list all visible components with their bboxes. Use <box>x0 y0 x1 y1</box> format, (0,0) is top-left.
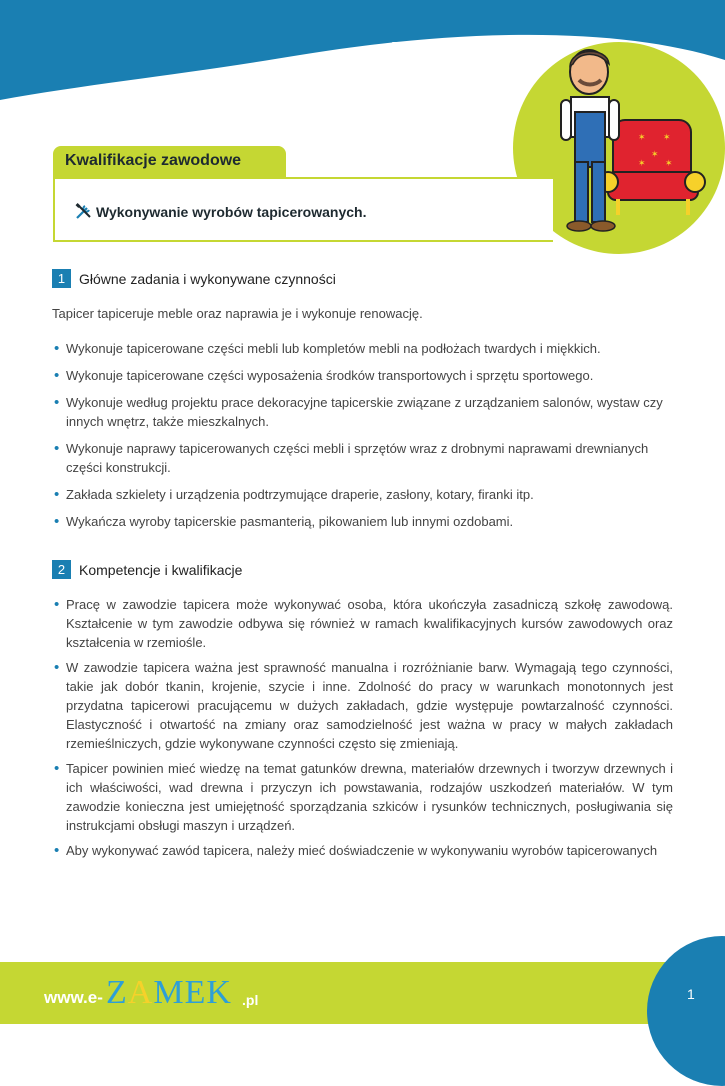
list-item: • Wykonuje tapicerowane części mebli lub kompletów mebli na podłożach twardych i miękkich. <box>52 339 673 358</box>
qualification-text: Wykonywanie wyrobów tapicerowanych. <box>96 204 367 220</box>
site-logo[interactable] <box>106 974 232 1012</box>
list-item: • Pracę w zawodzie tapicera może wykonywać osoba, która ukończyła zasadniczą szkołę zawodową. Kształcenie w tym zawodzie odbywa się również w ramach kwalifikacyjnych kursów zawodowych oraz kształcenia w rzemiośle. <box>52 595 673 652</box>
list-item: • Wykonuje według projektu prace dekoracyjne tapicerskie związane z urządzaniem salonów, wystaw czy innych wnętrz, także mieszkalnych. <box>52 393 673 431</box>
list-item: • W zawodzie tapicera ważna jest sprawność manualna i rozróżnianie barw. Wymagają tego czynności, takie jak dobór tkanin, krojenie, szycie i inne. Zdolność do pracy w warunkach monotonnych jest przydatna tapicerowi pracującemu w dużych zakładach, gdzie występuje powtarzalność czynności. Elastyczność i otwartość na zmiany oraz samodzielność jest ważna w pracy w małych zakładach rzemieślniczych, gdzie wykonywane czynności często się zmieniają. <box>52 658 673 753</box>
list-item: • Wykonuje naprawy tapicerowanych części mebli i sprzętów wraz z drobnymi naprawami drewnianych części konstrukcji. <box>52 439 673 477</box>
qualifications-tab <box>53 146 286 178</box>
qualifications-heading: Kwalifikacje zawodowe <box>65 152 242 169</box>
site-suffix: .pl <box>242 992 259 1008</box>
section-1-intro: Tapicer tapiceruje meble oraz naprawia je i wykonuje renowację. <box>52 306 423 321</box>
page-number: 1 <box>687 986 695 1002</box>
section-1-title: Główne zadania i wykonywane czynności <box>79 270 336 287</box>
section-2-number: 2 <box>52 560 71 579</box>
section-2-heading <box>52 560 242 579</box>
list-item: • Tapicer powinien mieć wiedzę na temat gatunków drewna, materiałów drzewnych i tworzyw drzewnych i ich właściwości, wad drewna i przyczyn ich powstawania, rodzajów uszkodzeń materiałów. W tym zawodzie konieczna jest umiejętność sporządzania szkiców i rysunków technicznych, posługiwania się instrukcjami obsługi maszyn i urządzeń. <box>52 759 673 835</box>
qualifications-box <box>53 177 553 242</box>
svg-text:✶: ✶ <box>638 132 646 142</box>
section-2-list <box>52 595 673 866</box>
tools-icon <box>75 203 92 220</box>
footer-page-circle <box>647 936 725 1086</box>
svg-text:✶: ✶ <box>638 158 646 168</box>
list-item: • Wykańcza wyroby tapicerskie pasmanterią, pikowaniem lub innymi ozdobami. <box>52 512 673 531</box>
svg-text:✶: ✶ <box>663 132 671 142</box>
section-1-heading <box>52 269 336 288</box>
list-item: • Wykonuje tapicerowane części wyposażenia środków transportowych i sprzętu sportowego. <box>52 366 673 385</box>
logo-part-mek: MEK <box>153 974 232 1011</box>
section-1-number: 1 <box>52 269 71 288</box>
section-2-title: Kompetencje i kwalifikacje <box>79 561 243 578</box>
logo-bulb-icon: A <box>127 974 154 1011</box>
svg-text:✶: ✶ <box>665 158 673 168</box>
svg-text:✶: ✶ <box>651 149 659 159</box>
logo-part-z: Z <box>106 974 128 1011</box>
list-item: • Aby wykonywać zawód tapicera, należy mieć doświadczenie w wykonywaniu wyrobów tapicerowanych <box>52 841 673 860</box>
list-item: • Zakłada szkielety i urządzenia podtrzymujące draperie, zasłony, kotary, firanki itp. <box>52 485 673 504</box>
section-1-list <box>52 339 673 539</box>
site-prefix: www.e- <box>44 988 103 1007</box>
qualification-item <box>75 203 366 220</box>
page-title: Tapicer <box>392 36 483 66</box>
